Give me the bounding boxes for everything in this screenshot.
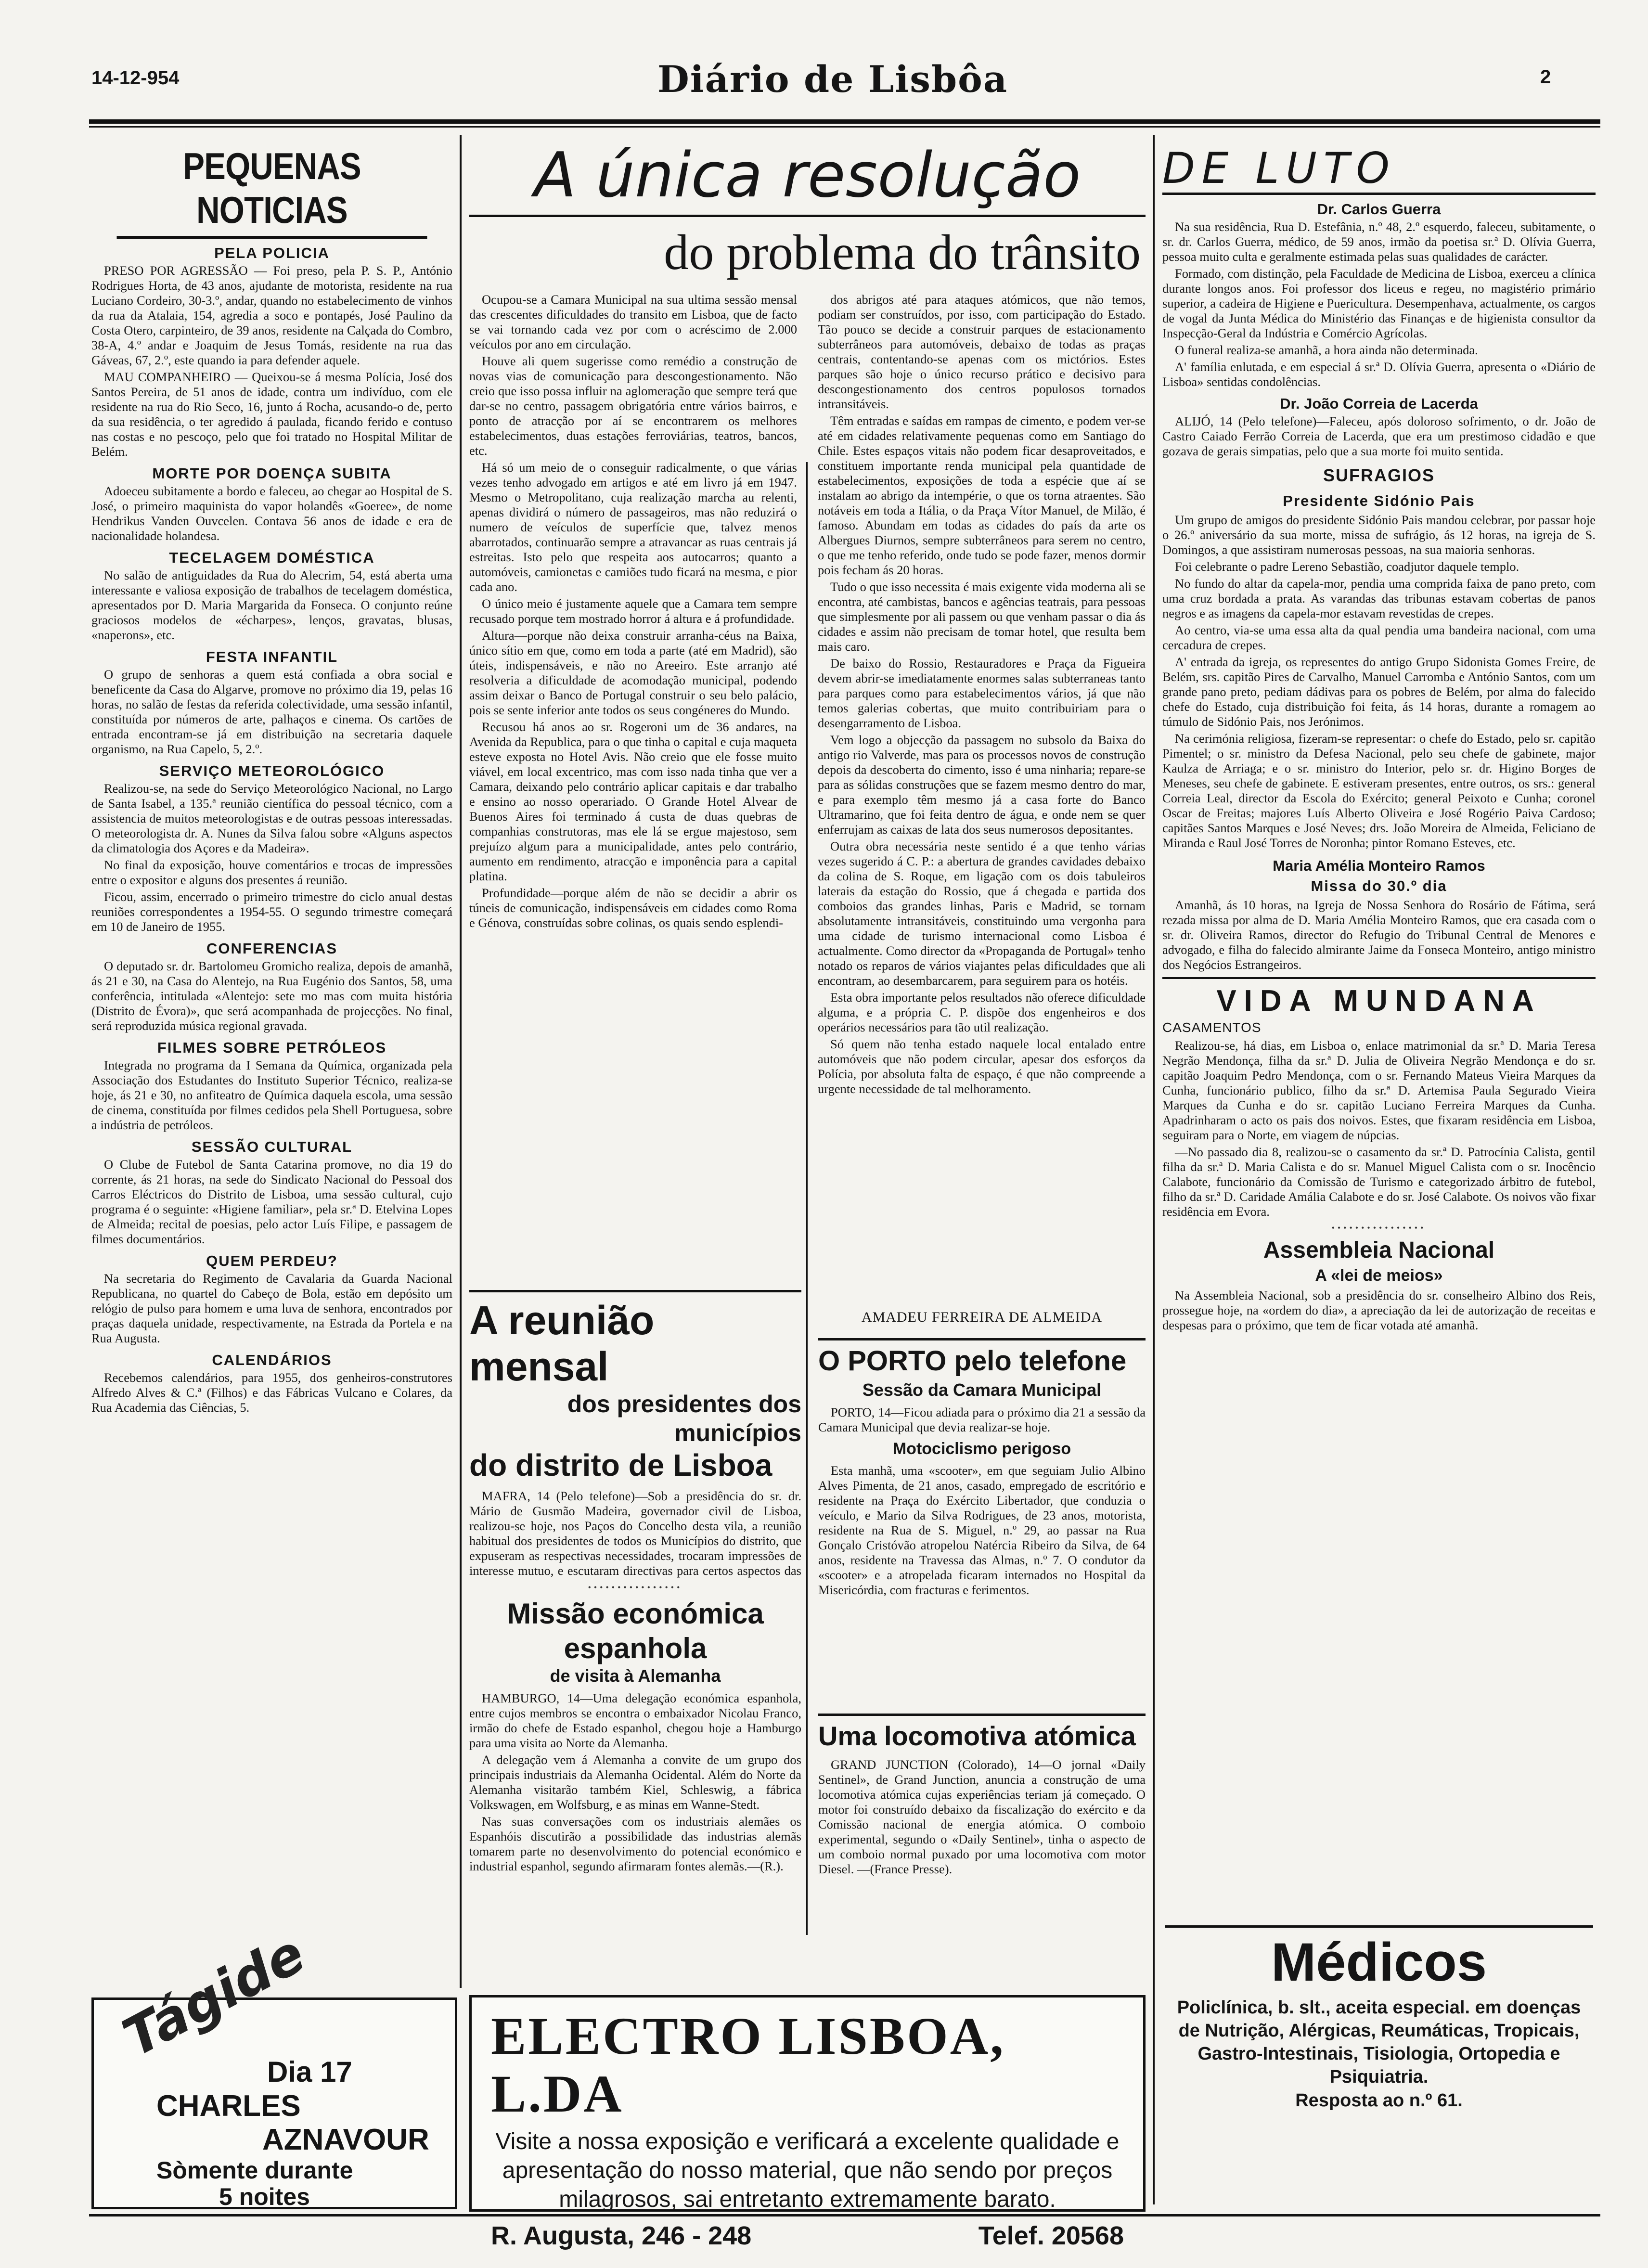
ad-nights: 5 noites — [219, 2183, 310, 2210]
brief-heading: FILMES SOBRE PETRÓLEOS — [157, 1039, 387, 1056]
article-paragraph: De baixo do Rossio, Restauradores e Praça da Figueira devem abrir-se imediatamente enormes salas subterraneas tanto para parques como para estabelecimentos vários, já que não temos galerias cobertas, que muito contribuiriam para o desengarramento de Lisboa. — [818, 656, 1146, 730]
article-paragraph: MAFRA, 14 (Pelo telefone)—Sob a presidência do sr. dr. Mário de Gusmão Madeira, governador civil de Lisboa, realizou-se hoje, nos Paços do Concelho desta vila, a reunião habitual dos presidentes de todos os Municípios do distrito, que expuseram as respectivas necessidades, trocaram impressões de interesse mutuo, e escutaram directivas para certos aspectos das — [469, 1489, 801, 1578]
ad-artist-last: AZNAVOUR — [262, 2123, 429, 2156]
assembleia-subheader: A «lei de meios» — [1315, 1266, 1443, 1285]
brief-heading: MORTE POR DOENÇA SUBITA — [152, 465, 392, 482]
article-paragraph: A' família enlutada, e em especial á sr.ª D. Olívia Guerra, apresenta o «Diário de Lisboa» sentidas condolências. — [1162, 360, 1596, 389]
locomotiva-rule-top — [818, 1714, 1146, 1716]
masthead-title: Diário de Lisbôa — [657, 58, 1008, 101]
missao-article — [469, 1579, 801, 1983]
article-paragraph: Realizou-se, na sede do Serviço Meteorológico Nacional, no Largo de Santa Isabel, a 135.ª reunião científica do pessoal técnico, com a assistencia de muitos meteorologistas e de outras pessoas interessadas. O meteorologista dr. A. Nunes da Silva falou sobre «Alguns aspectos da climatologia dos Açores e da Madeira». — [91, 781, 452, 855]
brief-heading: PELA POLICIA — [214, 245, 330, 261]
article-paragraph: PRESO POR AGRESSÃO — Foi preso, pela P. S. P., António Rodrigues Horta, de 43 anos, ajudante de motorista, residente na rua Luciano Cordeiro, 30-3.º, andar, quando no estabelecimento de vinhos da rua da Atalaia, 154, agredia a soco e pontapés, José Paulino da Costa Otero, carpinteiro, de 39 anos, residente na Calçada do Combro, 38-A, 4.º andar e Joaquim de Jesus Tomás, residente na rua das Gáveas, 67, 2.º, este quando ia para defender aquele. — [91, 263, 452, 367]
mundana-subheader: CASAMENTOS — [1162, 1020, 1262, 1035]
article-paragraph: Recusou há anos ao sr. Rogeroni um de 36 andares, na Avenida da Republica, para o que tinha o capital e cuja maqueta esteve exposta no Hotel Avis. Não creio que ele fosse muito viável, em local excentrico, mas com isso nada tinha que ver a Camara, deixando pelo contrário aplicar capitais e dar trabalho e ensino ao nosso operariado. O Grande Hotel Alvear de Buenos Aires foi terminado á custa de duas quebras de companhias construtoras, mas ele lá se ergue majestoso, sem prejuízo algum para a municipalidade, antes pelo contrário, aumento em rendimento, atracção e imponência para a capital platina. — [469, 720, 797, 883]
article-paragraph: Foi celebrante o padre Lereno Sebastião, coadjutor daquele templo. — [1175, 559, 1519, 574]
transit-subheadline: do problema do trânsito — [664, 225, 1141, 280]
locomotiva-paragraph: GRAND JUNCTION (Colorado), 14—O jornal «Daily Sentinel», de Grand Junction, anuncia a construção de uma locomotiva atómica cujas experiências teriam já começado. O motor foi construído debaixo da fiscalização do exército e da Comissão nacional de energia atómica. O comboio experimental, segundo o «Daily Sentinel», tinha o aspecto de um comboio normal puxado por uma locomotiva com motor Diesel. —(France Presse). — [818, 1757, 1146, 1876]
sufragios-body — [1162, 513, 1596, 850]
moto-paragraph: Esta manhã, uma «scooter», em que seguiam Julio Albino Alves Pimenta, de 21 anos, casado, empregado de escritório e residente na Praça do Exército Libertador, que conduzia o veículo, e Mario da Silva Rodrigues, de 23 anos, motorista, residente na Rua de S. Miguel, n.º 29, ao passar na Rua Gonçalo Cristóvão atropelou Natércia Ribeiro da Silva, de 64 anos, residente na Travessa das Almas, n.º 7. O condutor da «scooter» e a atropelada ficaram internados no Hospital da Misericórdia, com fracturas e ferimentos. — [818, 1463, 1146, 1597]
news-briefs — [91, 245, 452, 1415]
article-paragraph: A delegação vem á Alemanha a convite de um grupo dos principais industriais da Alemanha Ocidental. Além do Norte da Alemanha visitarão também Kiel, Schleswig, a fábrica Volkswagen, em Wolfsburg, e as minas em Wanne-Stedt. — [469, 1753, 801, 1812]
article-paragraph: Vem logo a objecção da passagem no subsolo da Baixa do antigo rio Valverde, mas para os processos novos de construção depois da descoberta do cimento, isso é uma ninharia; repare-se para as sólidas construções que se fazem mesmo dentro do mar, e para exemplo têm mesmo já a casa forte do Banco Ultramarino, que foi feita dentro de água, e onde nem se quer enferrujam as caixas de lata dos seus numerosos depositantes. — [818, 733, 1146, 837]
article-paragraph: HAMBURGO, 14—Uma delegação económica espanhola, entre cujos membros se encontra o embaixador Nicolau Franco, irmão do chefe de Estado espanhol, chegou hoje a Hamburgo para uma visita ao Norte da Alemanha. — [469, 1691, 801, 1750]
brief-heading: SERVIÇO METEOROLÓGICO — [159, 762, 385, 779]
medicos-reference: Resposta ao n.º 61. — [1295, 2090, 1463, 2111]
masthead-rule-thin — [89, 126, 1600, 128]
electro-title: ELECTRO LISBOA, L.DA — [491, 2007, 1005, 2123]
article-paragraph: No final da exposição, houve comentários e trocas de impressões entre o expositor e alguns dos presentes á reunião. — [91, 858, 452, 887]
porto-title: O PORTO pelo telefone — [818, 1345, 1127, 1377]
missao-title: Missão económica espanhola — [507, 1598, 764, 1664]
section-header-pequenas-noticias: PEQUENAS NOTICIAS — [117, 144, 427, 239]
article-paragraph: Ocupou-se a Camara Municipal na sua ultima sessão mensal das crescentes dificuldades do transito em Lisboa, que de facto se vai tornando cada vez por com o acréscimo de 2.000 veículos por ano em circulação. — [469, 292, 797, 351]
brief-heading: SESSÃO CULTURAL — [191, 1138, 353, 1155]
article-paragraph: Outra obra necessária neste sentido é a que tenho várias vezes sugerido á C. P.: a abertura de grandes cavidades debaixo da colina de S. Roque, em ligação com os dois tabuleiros laterais da estação do Rossio, que á chegada e partida dos comboios das grandes linhas, Paris e Madrid, se tornam absolutamente intransitáveis, constituindo uma vergonha para uma cidade de turismo internacional como Lisboa é actualmente. Como director da «Propaganda de Portugal» tenho notado os reparos de vários viajantes pelas dificuldades que ali encontram, ao desembarcarem, para seguirem para os hotéis. — [818, 839, 1146, 988]
reuniao-body — [469, 1489, 801, 1579]
reuniao-rule-top — [469, 1290, 801, 1292]
tagide-ad — [91, 1922, 457, 2210]
transit-left-column — [469, 292, 797, 1098]
electro-address: R. Augusta, 246 - 248 — [491, 2221, 752, 2250]
article-paragraph: MAU COMPANHEIRO — Queixou-se á mesma Polícia, José dos Santos Pereira, de 51 anos de idade, contra um indivíduo, com ele residente na rua do Rio Seco, 16, junto á Rocha, acusando-o de, perto da sua residência, o ter agredido á paulada, ficando ferido e contuso nas costas e no pescoço, pelo que foi tratado no Hospital Militar de Belém. — [91, 370, 452, 459]
column-divider — [460, 135, 462, 1988]
assembleia-header: Assembleia Nacional — [1263, 1237, 1495, 1263]
missao-body — [469, 1691, 801, 1874]
brief-heading: CALENDÁRIOS — [212, 1352, 332, 1368]
article-paragraph: Tudo o que isso necessita é mais exigente vida moderna ali se encontra, até cambistas, bancos e agências teatrais, para pessoas que simplesmente por ali passem ou que venham passar o dia ás cidades e assim não precisam de tomar hotel, que resulta bem mais caro. — [818, 580, 1146, 654]
ad-date: Dia 17 — [267, 2056, 352, 2088]
brief-heading: FESTA INFANTIL — [206, 648, 338, 665]
transit-article — [469, 140, 1146, 1261]
article-paragraph: Profundidade—porque além de não se decidir a abrir os túneis de comunicação, indispensáveis em cidades como Roma e Génova, construídas sobre colinas, os quais sendo esplendi- — [469, 886, 797, 930]
article-paragraph: —No passado dia 8, realizou-se o casamento da sr.ª D. Patrocínia Calista, gentil filha da sr.ª D. Maria Calista e do sr. Manuel Miguel Calista com o sr. Inocêncio Calabote, funcionário da Comissão de Turismo e categorizado árbitro de futebol, filho da sr.ª D. Caridade Amália Calabote e do sr. José Calabote. Os noivos vão fixar residência em Evora. — [1162, 1145, 1596, 1219]
medicos-text: Policlínica, b. slt., aceita especial. em doenças de Nutrição, Alérgicas, Reumáticas, Tropicais, Gastro-Intestinais, Tisiologia, Ortopedia e Psiquiatria. — [1177, 1997, 1581, 2087]
ad-duration: Sòmente durante — [156, 2157, 353, 2184]
article-paragraph: Nas suas conversações com os industriais alemães os Espanhóis discutirão a possibilidade das industrias alemãs tomarem parte no desenvolvimento do potencial económico e industrial espanhol, segundo afirmaram fontes alemãs.—(R.). — [469, 1814, 801, 1873]
brief-heading: TECELAGEM DOMÉSTICA — [169, 549, 375, 566]
electro-lisboa-ad — [469, 1995, 1146, 2250]
obituary-name: Dr. Carlos Guerra — [1317, 201, 1441, 218]
article-paragraph: No salão de antiguidades da Rua do Alecrim, 54, está aberta uma interessante e valiosa exposição de trabalhos de tecelagem doméstica, apresentados por D. Maria Margarida da Fonseca. O conjunto reúne graciosos modelos de «écharpes», lenços, gravatas, blusas, «naperons», etc. — [91, 568, 452, 642]
article-paragraph: No fundo do altar da capela-mor, pendia uma comprida faixa de pano preto, com uma cruz bordada a prata. As varandas das tribunas estavam cobertas de panos negros e as imagens da capela-mor estavam revestidas de crepes. — [1162, 576, 1596, 620]
column-divider — [1153, 135, 1155, 2204]
article-paragraph: Integrada no programa da I Semana da Química, organizada pela Associação dos Estudantes do Instituto Superior Técnico, realiza-se hoje, ás 21 e 30, no anfiteatro de Química daquela escola, uma sessão de cinema, constituída por filmes cedidos pela Shell Portuguesa, sobre a indústria de petróleos. — [91, 1058, 452, 1132]
sufragios-subheader: Presidente Sidónio Pais — [1283, 492, 1475, 509]
article-paragraph: Realizou-se, há dias, em Lisboa o, enlace matrimonial da sr.ª D. Maria Teresa Negrão Mendonça, filha da sr.ª D. Julia de Oliveira Negrão Mendonça e do sr. capitão Joaquim Pedro Mendonça, com o sr. Fernando Mateus Vieira Marques da Cunha, funcionário publico, filho da sr.ª D. Artemisa Paula Segurado Vieira Marques da Cunha e do sr. capitão Luciano Ferreira Marques da Cunha. Apadrinharam o acto os pais dos noivos. Estes, que fixaram residência em Lisboa, seguiram para o Norte, em viagem de núpcias. — [1162, 1038, 1596, 1142]
page-number: 2 — [1540, 66, 1551, 88]
article-paragraph: Formado, com distinção, pela Faculdade de Medicina de Lisboa, exerceu a clínica durante longos anos. Foi professor dos liceus e regeu, no magistério primário superior, a cadeira de Higiene e Puericultura. Desempenhava, actualmente, os cargos de vogal da Junta Médica do Ministério das Finanças e de higienista consultor da Inspecção-Geral da Indústria e Comércio Agrícolas. — [1162, 266, 1596, 340]
mundana-header: VIDA MUNDANA — [1216, 984, 1542, 1018]
transit-author: AMADEU FERREIRA DE ALMEIDA — [861, 1309, 1103, 1325]
locomotiva-article — [818, 1714, 1146, 1983]
mundana-body — [1162, 1038, 1596, 1219]
article-paragraph: Ao centro, via-se uma essa alta da qual pendia uma bandeira nacional, com uma cercadura de crepes. — [1162, 623, 1596, 652]
article-paragraph: Adoeceu subitamente a bordo e faleceu, ao chegar ao Hospital de S. José, o primeiro maquinista do vapor holandês «Goeree», de nome Hendrikus Vanden Ouvcelen. Contava 56 anos de idade e era de nacionalidade holandesa. — [91, 484, 452, 543]
article-paragraph: Na cerimónia religiosa, fizeram-se representar: o chefe do Estado, pelo sr. capitão Pimentel; o sr. ministro da Defesa Nacional, pelo seu chefe de gabinete, major Kaulza de Arriaga; e o sr. ministro do Interior, pelo sr. dr. Higino Borges de Meneses, seu chefe de gabinete. E estiveram presentes, entre outros, os srs.: general Correia Leal, director da Escola do Exército; general Peixoto e Cunha; coronel Oscar de Freitas; majores Luís Alberto Oliveira e José Rogério Paiva Cardoso; capitães Santos Marques e José Neves; drs. João Moreira de Almeida, Feliciano de Miranda e Raul José Torres de Noronha; pintor Romano Esteves, etc. — [1162, 731, 1596, 850]
porto-article — [818, 1338, 1146, 1704]
article-paragraph: O Clube de Futebol de Santa Catarina promove, no dia 19 do corrente, ás 21 horas, na sede do Sindicato Nacional do Pessoal dos Carros Eléctricos do Distrito de Lisboa, uma sessão cultural, cujo programa é o seguinte: «Higiene familiar», pela sr.ª D. Etelvina Lopes de Almeida; recital de poesias, pelo actor Luís Filipe, e passagem de filmes documentários. — [91, 1157, 452, 1246]
masthead-rule — [89, 119, 1600, 124]
missa-paragraph: Amanhã, ás 10 horas, na Igreja de Nossa Senhora do Rosário de Fátima, será rezada missa por alma de D. Maria Amélia Monteiro Ramos, que era casada com o sr. dr. Oliveira Ramos, director do Refugio do Tribunal Central de Menores e advogado, e filha do falecido almirante Jaime da Fonseca Monteiro, antigo ministro dos Negócios Estrangeiros. — [1162, 898, 1596, 972]
article-paragraph: Um grupo de amigos do presidente Sidónio Pais mandou celebrar, por passar hoje o 26.º aniversário da sua morte, missa de sufrágio, ás 12 horas, na igreja de S. Domingos, a que assistiram numerosas pessoas, na sua maioria senhoras. — [1162, 513, 1596, 557]
article-paragraph: Houve ali quem sugerisse como remédio a construção de novas vias de comunicação para descongestionamento. Não creio que isso possa influir na aglomeração que sempre terá que dar-se no centro, passagem obrigatória entre vários bairros, e ponto de atracção por aí se encontrarem os melhores estabelecimentos, duas estações ferroviárias, teatros, bancos, etc. — [469, 354, 797, 458]
article-paragraph: Na secretaria do Regimento de Cavalaria da Guarda Nacional Republicana, no quartel do Cabeço de Bola, estão em depósito um relógio de pulso para homem e uma luva de senhora, encontrados por praças daquela unidade, respectivamente, na Estrada da Portela e na Rua Augusta. — [91, 1271, 452, 1345]
tagide-logo: Tágide — [113, 1922, 315, 2069]
article-paragraph: Há só um meio de o conseguir radicalmente, o que várias vezes tenho advogado em artigos e até em livro já em 1947. Mesmo o Metropolitano, cuja realização marcha au relenti, apenas dividirá o número de passageiros, mas não reduzirá o numero de veículos de superfície que, talvez menos abarrotados, continuarão sempre a atravancar as ruas centrais já estreitas. Isto pelo que respeita aos autocarros; quanto a automóveis, camionetas e camiões tudo ficará na mesma, e pior cada ano. — [469, 460, 797, 594]
article-paragraph: Ficou, assim, encerrado o primeiro trimestre do ciclo anual destas reuniões correspondentes a 1954-55. O segundo trimestre começará em 10 de Janeiro de 1955. — [91, 889, 452, 934]
article-paragraph: dos abrigos até para ataques atómicos, que não temos, podiam ser construídos, por isso, com participação do Estado. Tão pouco se decide a construir parques de estacionamento subterrâneos para automóveis, debaixo de todas as praças centrais, contentando-se apenas com os mictórios. Estes parques são hoje o único recurso prático e decisivo para descongestionamento dos centros populosos tornados intransitáveis. — [818, 292, 1146, 411]
masthead-date: 14-12-954 — [91, 67, 180, 89]
transit-right-column — [818, 292, 1146, 1098]
brief-heading: CONFERENCIAS — [206, 940, 337, 957]
missa-title: Maria Amélia Monteiro Ramos — [1273, 857, 1485, 874]
electro-text: Visite a nossa exposição e verificará a excelente qualidade e apresentação do nosso material, que não sendo por preços milagrosos, sai entretanto extremamente barato. — [495, 2129, 1120, 2212]
article-paragraph: Têm entradas e saídas em rampas de cimento, e podem ver-se até em cidades relativamente pequenas como em Santiago do Chile. Estes espaços vitais não podem ficar desaproveitados, e constituem importante renda municipal pela quantidade de estabelecimentos, exposições de toda a espécie que aí se instalam ao abrigo da intempérie, o que os torna atraentes. São notáveis em toda a Itália, o da Praça Vítor Manuel, de Milão, é famoso. Abundam em todas as cidades do país da arte os Albergues Diurnos, sempre subterrâneos para serem no centro, o que me tenho referido, onde tudo se pode fazer, menos dormir pois fecham ás 20 horas. — [818, 413, 1146, 577]
article-paragraph: Altura—porque não deixa construir arranha-céus na Baixa, único sítio em que, como em toda a parte (até em Madrid), são úteis, indispensáveis, e não no Areeiro. Este arranjo até resolveria a dificuldade de acomodação municipal, podendo assim deixar o Banco de Portugal construir o seu belo palácio, pois se sente inferior ante todos os seus congéneres do Mundo. — [469, 628, 797, 717]
porto-subtitle: Sessão da Camara Municipal — [862, 1380, 1102, 1400]
reuniao-subtitle-2: do distrito de Lisboa — [469, 1448, 772, 1482]
article-paragraph: Esta obra importante pelos resultados não oferece dificuldade alguma, e a própria C. P. dispõe dos engenheiros e dos operários necessários para tão util realização. — [818, 990, 1146, 1034]
article-paragraph: O deputado sr. dr. Bartolomeu Gromicho realiza, depois de amanhã, ás 21 e 30, na Casa do Alentejo, na Rua Eugénio dos Santos, 58, uma conferência, intitulada «Alentejo: sete mo mas com muita história (Distrito de Évora)», que será acompanhada de projecções. No final, será reproduzida música regional gravada. — [91, 959, 452, 1033]
medicos-title: Médicos — [1271, 1932, 1487, 1992]
reuniao-subtitle-1: dos presidentes dos municípios — [567, 1391, 801, 1446]
brief-heading: QUEM PERDEU? — [206, 1252, 338, 1269]
missa-subtitle: Missa do 30.º dia — [1311, 877, 1447, 894]
reuniao-article — [469, 1290, 801, 1579]
article-paragraph: A' entrada da igreja, os representes do antigo Grupo Sidonista Gomes Freire, de Belém, srs. capitão Pires de Carvalho, Manuel Carromba e António Santos, com um grande pano preto, pediam dádivas para os pobres de Belém, por alma do falecido chefe do Estado, cuja distribuição foi feita, ás 14 horas, durante a romagem ao túmulo de Sidónio Pais, nos Jerónimos. — [1162, 655, 1596, 729]
moto-title: Motociclismo perigoso — [892, 1440, 1071, 1458]
ad-artist-first: CHARLES — [156, 2089, 301, 2123]
medicos-ad — [1165, 1925, 1593, 2209]
porto-paragraph: PORTO, 14—Ficou adiada para o próximo dia 21 a sessão da Camara Municipal que devia realizar-se hoje. — [818, 1405, 1146, 1434]
page-bottom-rule — [89, 2214, 1600, 2216]
article-paragraph: Na sua residência, Rua D. Estefânia, n.º 48, 2.º esquerdo, faleceu, subitamente, o sr. dr. Carlos Guerra, médico, de 59 anos, irmão da poetisa sr.ª D. Olívia Guerra, pessoa muito culta e geralmente estimada pelas suas qualidades de carácter. — [1162, 219, 1596, 264]
porto-rule-top — [818, 1338, 1146, 1340]
article-paragraph: O grupo de senhoras a quem está confiada a obra social e beneficente da Casa do Algarve, promove no próximo dia 19, pelas 16 horas, no salão de festas da referida colectividade, uma sessão infantil, constituída por números de arte, palhaços e cinema. Os cartões de entrada encontram-se já em distribuição na secretaria daquele organismo, na Rua Capelo, 5, 2.º. — [91, 667, 452, 756]
sufragios-header: SUFRAGIOS — [1323, 465, 1435, 485]
obituary-name: Dr. João Correia de Lacerda — [1280, 395, 1478, 412]
right-column — [1162, 144, 1596, 1920]
article-paragraph: ALIJÓ, 14 (Pelo telefone)—Faleceu, após doloroso sofrimento, o dr. João de Castro Caiado Ferrão Correia de Lacerda, que era um prestimoso cidadão e que gozava de gerais simpatias, pelo que a sua morte foi muito sentida. — [1162, 414, 1596, 458]
luto-header: DE LUTO — [1162, 144, 1596, 195]
separator: •••••••••••••••• — [588, 1583, 683, 1592]
transit-headline: A única resolução — [534, 140, 1081, 211]
assembleia-paragraph: Na Assembleia Nacional, sob a presidência do sr. conselheiro Albino dos Reis, prossegue hoje, na «ordem do dia», a apreciação da lei de autorização de receitas e despesas para o próximo, que tem de ficar votada até amanhã. — [1162, 1288, 1596, 1332]
locomotiva-title: Uma locomotiva atómica — [818, 1721, 1136, 1751]
transit-headline-rule — [469, 215, 1146, 217]
article-paragraph: O funeral realiza-se amanhã, a hora ainda não determinada. — [1175, 343, 1478, 357]
pequenas-noticias — [91, 144, 452, 1983]
reuniao-title: A reunião mensal — [469, 1298, 655, 1389]
mundana-rule — [1162, 977, 1596, 979]
article-paragraph: Só quem não tenha estado naquele local entalado entre automóveis que não podem circular, apesar dos esforços da Polícia, por absoluta falta de espaço, é que não compreende a urgente necessidade de tal melhoramento. — [818, 1037, 1146, 1096]
electro-phone: Telef. 20568 — [978, 2221, 1124, 2250]
article-paragraph: O único meio é justamente aquele que a Camara tem sempre recusado porque tem mostrado horror á altura e á profundidade. — [469, 596, 797, 626]
missao-subtitle: de visita à Alemanha — [550, 1666, 721, 1686]
separator: •••••••••••••••• — [1331, 1223, 1427, 1233]
obituaries — [1162, 202, 1596, 459]
article-paragraph: Recebemos calendários, para 1955, dos genheiros-construtores Alfredo Alves & C.ª (Filhos) e das Fábricas Vulcano e Colares, da Rua Academia das Ciências, 5. — [91, 1370, 452, 1415]
